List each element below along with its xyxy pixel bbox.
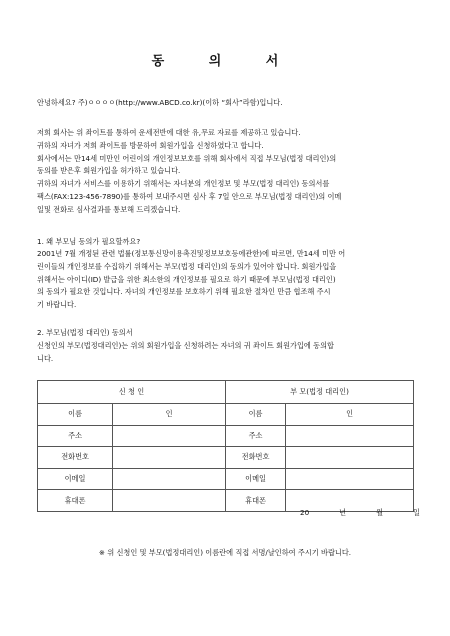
row-label-address-applicant: 주소 <box>38 425 113 447</box>
section2-body: 신청인의 부모(법정대리인)는 위의 회원가입을 신청하려는 자녀의 귀 좌이트 회원가입에 동의합 니다. <box>37 341 334 363</box>
table-row <box>38 404 414 426</box>
row-label-address-parent: 주소 <box>225 425 285 447</box>
table-row <box>38 447 414 469</box>
applicant-address-field[interactable] <box>113 425 226 447</box>
seal-mark: 인 <box>165 409 173 419</box>
footnote: ※ 위 신청인 및 부모(법정대리인) 이름란에 직접 서명/날인하여 주시기 바랍니다. <box>98 548 352 557</box>
row-label-name-applicant: 이름 <box>38 404 113 426</box>
parent-address-field[interactable] <box>286 425 414 447</box>
table-row <box>38 425 414 447</box>
applicant-header: 신 청 인 <box>38 381 226 404</box>
date-year: 20 <box>300 508 310 517</box>
document-title: 동 의 서 <box>151 54 299 69</box>
section1-title: 1. 왜 부모님 동의가 필요할까요? <box>37 237 141 246</box>
parent-name-field[interactable] <box>286 404 414 426</box>
row-label-mobile-parent: 휴대폰 <box>225 490 285 512</box>
greeting-line: 안녕하세요? 주)ㅇㅇㅇㅇ(http://www.ABCD.co.kr)(이하 “회사”라함)입니다. <box>37 98 283 107</box>
seal-mark: 인 <box>346 409 354 419</box>
applicant-mobile-field[interactable] <box>113 490 226 512</box>
table-header-row <box>38 381 414 404</box>
row-label-email-applicant: 이메일 <box>38 468 113 490</box>
consent-table <box>37 380 414 512</box>
applicant-name-field[interactable] <box>113 404 226 426</box>
section1-body: 2001년 7월 개정된 관련 법률(정보통신망이용촉진및정보보호등에관한)에 따르면, 만14세 미만 어 린이들의 개인정보를 수집하기 위해서는 부모(법정 대리인)의 동의가 있어야 합니다. 회원가입을 위해서는 아이디(ID) 발급을 위한 최소한의 개인정보를 필요로 하기 때문에 부모님(법정 대리인) 의 동의가 필요한 것입니다. 자녀의 개인정보를 보호하기 위해 필요한 절차인 만큼 협조해 주시 기 바랍니다. <box>37 249 346 310</box>
parent-header: 부 모(법정 대리인) <box>225 381 413 404</box>
date-day-unit: 일 <box>413 508 420 517</box>
date-month-unit: 월 <box>376 508 384 517</box>
intro-paragraph: 저희 회사는 위 좌이트를 통하여 운세전반에 대한 유,무료 자료를 제공하고 있습니다. 귀하의 자녀가 저희 좌이트를 방문하여 회원가입을 신청하였다고 합니다. 회사에서는 만14세 미만인 어린이의 개인정보보호를 위해 회사에서 직접 부모님(법정 대리인)의 동의를 받은후 회원가입을 허가하고 있습니다. 귀하의 자녀가 서비스를 이용하기 위해서는 자녀분의 개인정보 및 부모(법정 대리인) 동의서를 팩스(FAX:123-456-7890)를 통하여 보내주시면 심사 후 7일 안으로 부모님(법정 대리인)의 이메 일및 전화로 심사결과를 통보해 드리겠습니다. <box>37 128 342 214</box>
section2-title: 2. 부모님(법정 대리인) 동의서 <box>37 328 133 337</box>
applicant-phone-field[interactable] <box>113 447 226 469</box>
parent-email-field[interactable] <box>286 468 414 490</box>
parent-phone-field[interactable] <box>286 447 414 469</box>
date-year-unit: 년 <box>339 508 347 517</box>
row-label-phone-applicant: 전화번호 <box>38 447 113 469</box>
row-label-email-parent: 이메일 <box>225 468 285 490</box>
row-label-mobile-applicant: 휴대폰 <box>38 490 113 512</box>
table-row <box>38 468 414 490</box>
signature-date <box>300 508 420 518</box>
row-label-name-parent: 이름 <box>225 404 285 426</box>
row-label-phone-parent: 전화번호 <box>225 447 285 469</box>
applicant-email-field[interactable] <box>113 468 226 490</box>
